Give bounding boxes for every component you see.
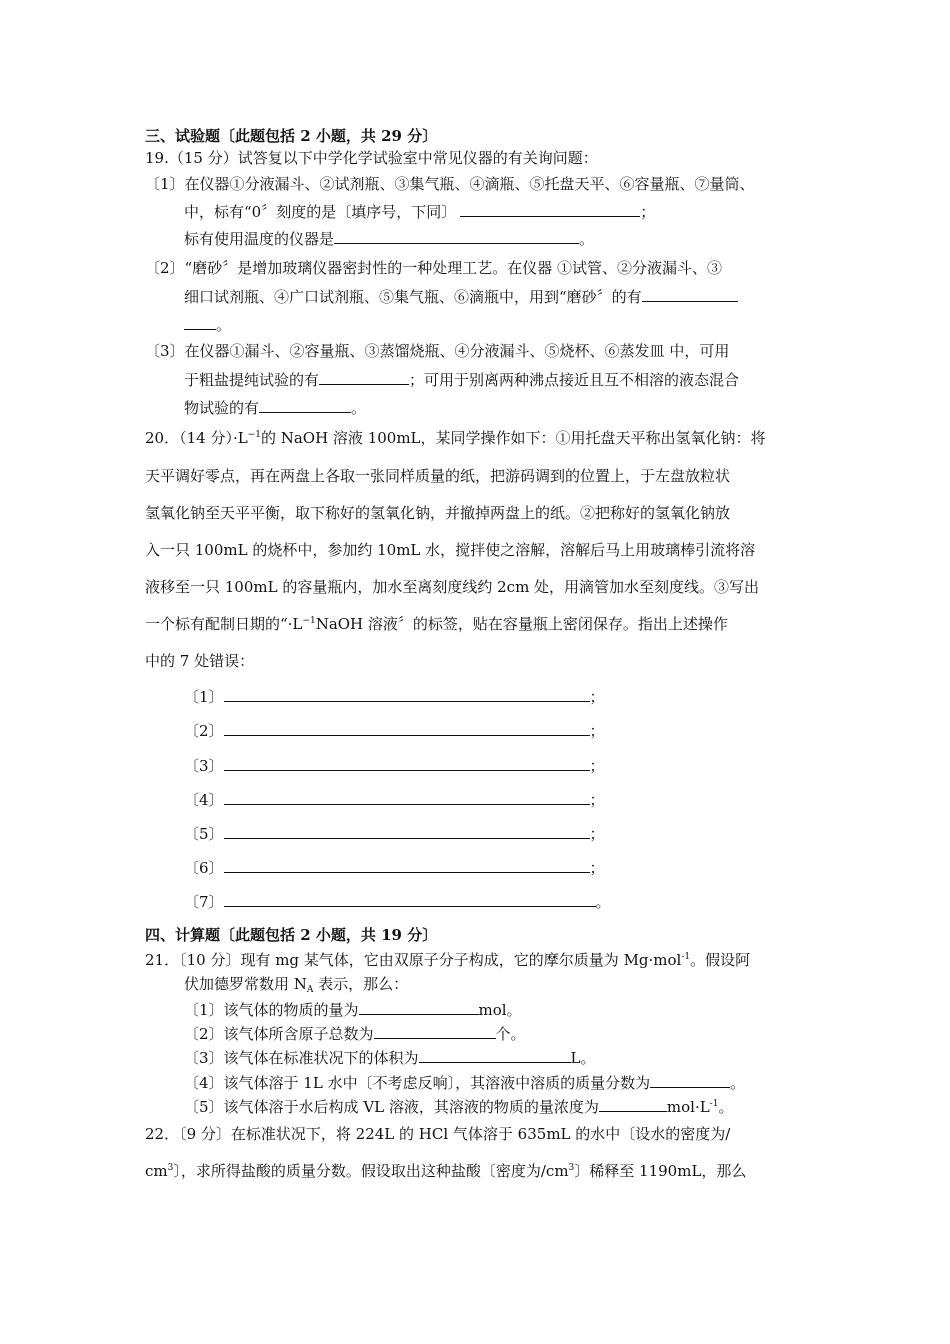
answer-blank[interactable] xyxy=(359,999,479,1015)
q20-text: 一个标有配制日期的“·L xyxy=(145,615,303,633)
q22-text: 〕稀释至 1190mL，那么 xyxy=(574,1162,747,1180)
q20-line7: 中的 7 处错误： xyxy=(145,652,255,670)
answer-blank[interactable] xyxy=(460,201,640,217)
q19-p3-text2: ；可用于别离两种沸点接近且互不相溶的液态混合 xyxy=(409,371,740,389)
punctuation: ； xyxy=(589,688,605,706)
answer-blank[interactable] xyxy=(419,1047,571,1063)
q19-p2-line3 xyxy=(184,314,231,335)
superscript: -1 xyxy=(709,1099,719,1109)
error-item xyxy=(184,823,605,844)
answer-blank[interactable] xyxy=(374,1023,496,1039)
error-item xyxy=(184,686,605,707)
q21-text: 〔2〕该气体所含原子总数为 xyxy=(184,1025,374,1043)
punctuation: ； xyxy=(589,791,605,809)
q22-text: 〕，求所得盐酸的质量分数。假设取出这种盐酸〔密度为/cm xyxy=(173,1162,569,1180)
q22-line2 xyxy=(145,1161,746,1181)
answer-blank[interactable] xyxy=(224,686,590,702)
q19-p3-text: 于粗盐提纯试验的有 xyxy=(184,371,320,389)
error-item xyxy=(184,857,605,878)
q21-text: 伏加德罗常数用 N xyxy=(184,975,307,993)
superscript: −1 xyxy=(302,616,316,626)
punctuation: 。 xyxy=(216,316,232,334)
error-label: 〔1〕 xyxy=(184,688,224,706)
q19-p1-line2 xyxy=(184,201,655,222)
answer-blank[interactable] xyxy=(224,755,590,771)
q21-line1 xyxy=(145,950,750,970)
q21-sub4 xyxy=(184,1072,745,1093)
unit: mol·L xyxy=(666,1098,710,1116)
error-label: 〔5〕 xyxy=(184,825,224,843)
answer-blank[interactable] xyxy=(224,823,590,839)
q20-text: 20．（14 分）·L xyxy=(145,429,248,447)
subscript: A xyxy=(306,985,314,995)
q22-text: cm xyxy=(145,1162,168,1180)
answer-blank[interactable] xyxy=(224,857,590,873)
punctuation: ； xyxy=(589,825,605,843)
unit: L。 xyxy=(570,1049,596,1067)
q19-p3-line2 xyxy=(184,369,739,390)
answer-blank[interactable] xyxy=(224,789,590,805)
q19-p2-line2 xyxy=(184,286,738,307)
superscript: -1 xyxy=(681,952,691,962)
error-item xyxy=(184,789,605,810)
error-label: 〔2〕 xyxy=(184,722,224,740)
error-item xyxy=(184,755,605,776)
answer-blank[interactable] xyxy=(642,286,738,302)
q19-p3-line3 xyxy=(184,397,366,418)
q21-sub1 xyxy=(184,999,522,1020)
answer-blank[interactable] xyxy=(650,1072,730,1088)
q20-text: NaOH 溶液〞的标签，贴在容量瓶上密闭保存。指出上述操作 xyxy=(315,615,728,633)
superscript: 3 xyxy=(568,1163,575,1173)
unit: 个。 xyxy=(495,1025,526,1043)
superscript: −1 xyxy=(247,430,261,440)
q19-p1-line1: 〔1〕在仪器①分液漏斗、②试剂瓶、③集气瓶、④滴瓶、⑤托盘天平、⑥容量瓶、⑦量筒、 xyxy=(145,175,755,193)
q21-text: 。假设阿 xyxy=(690,951,751,969)
punctuation: 。 xyxy=(579,230,595,248)
answer-blank[interactable] xyxy=(599,1096,667,1112)
error-label: 〔4〕 xyxy=(184,791,224,809)
q21-text: 21．〔10 分〕现有 mg 某气体，它由双原子分子构成，它的摩尔质量为 Mg·mol xyxy=(145,951,682,969)
superscript: 3 xyxy=(167,1163,174,1173)
q19-p3-line1: 〔3〕在仪器①漏斗、②容量瓶、③蒸馏烧瓶、④分液漏斗、⑤烧杯、⑥蒸发皿 中，可用 xyxy=(145,342,730,360)
error-item xyxy=(184,720,605,741)
q21-sub5 xyxy=(184,1096,733,1117)
answer-blank[interactable] xyxy=(259,397,351,413)
q20-line6 xyxy=(145,614,728,634)
error-label: 〔3〕 xyxy=(184,757,224,775)
punctuation: 。 xyxy=(595,893,611,911)
punctuation: 。 xyxy=(718,1098,734,1116)
punctuation: ； xyxy=(640,203,656,221)
answer-blank[interactable] xyxy=(184,314,216,330)
q19-p2-text: 细口试剂瓶、④广口试剂瓶、⑤集气瓶、⑥滴瓶中，用到“磨砂〞的有 xyxy=(184,288,642,306)
punctuation: ； xyxy=(589,722,605,740)
q20-line4: 入一只 100mL 的烧杯中，参加约 10mL 水，搅拌使之溶解，溶解后马上用玻璃棒引流将溶 xyxy=(145,541,756,559)
q20-line1 xyxy=(145,428,766,448)
q19-p1-text: 中，标有“0〞刻度的是〔填序号，下同〕 xyxy=(184,203,457,221)
q21-text: 表示，那么： xyxy=(313,975,409,993)
q20-text: 的 NaOH 溶液 100mL，某同学操作如下：①用托盘天平称出氢氧化钠：将 xyxy=(260,429,766,447)
q21-text: 〔3〕该气体在标准状况下的体积为 xyxy=(184,1049,419,1067)
q19-intro: 19.（15 分）试答复以下中学化学试验室中常见仪器的有关询问题： xyxy=(145,149,598,167)
answer-blank[interactable] xyxy=(319,369,409,385)
q20-line2: 天平调好零点，再在两盘上各取一张同样质量的纸，把游码调到的位置上，于左盘放粒状 xyxy=(145,467,731,485)
punctuation: ； xyxy=(589,859,605,877)
error-label: 〔6〕 xyxy=(184,859,224,877)
q21-text: 〔4〕该气体溶于 1L 水中〔不考虑反响〕，其溶液中溶质的质量分数为 xyxy=(184,1074,651,1092)
error-label: 〔7〕 xyxy=(184,893,224,911)
q22-line1: 22．〔9 分〕在标准状况下，将 224L 的 HCl 气体溶于 635mL 的水中〔设水的密度为/ xyxy=(145,1125,731,1143)
q19-p1-text2: 标有使用温度的仪器是 xyxy=(184,230,335,248)
q19-p2-line1: 〔2〕“磨砂〞是增加玻璃仪器密封性的一种处理工艺。在仪器 ①试管、②分液漏斗、③ xyxy=(145,259,722,277)
q21-line2 xyxy=(184,974,408,994)
answer-blank[interactable] xyxy=(334,228,579,244)
q21-text: 〔5〕该气体溶于水后构成 VL 溶液，其溶液的物质的量浓度为 xyxy=(184,1098,599,1116)
q19-p3-text3: 物试验的有 xyxy=(184,399,260,417)
answer-blank[interactable] xyxy=(224,891,596,907)
q20-line5: 液移至一只 100mL 的容量瓶内，加水至离刻度线约 2cm 处，用滴管加水至刻度线。③写出 xyxy=(145,578,760,596)
punctuation: 。 xyxy=(730,1074,746,1092)
punctuation: ； xyxy=(589,757,605,775)
q20-line3: 氢氧化钠至天平平衡，取下称好的氢氧化钠，并撤掉两盘上的纸。②把称好的氢氧化钠放 xyxy=(145,504,731,522)
unit: mol。 xyxy=(478,1001,522,1019)
q19-p1-line3 xyxy=(184,228,594,249)
punctuation: 。 xyxy=(351,399,367,417)
error-item xyxy=(184,891,611,912)
q21-sub3 xyxy=(184,1047,596,1068)
answer-blank[interactable] xyxy=(224,720,590,736)
q21-sub2 xyxy=(184,1023,526,1044)
q21-text: 〔1〕该气体的物质的量为 xyxy=(184,1001,359,1019)
section4-title: 四、计算题〔此题包括 2 小题，共 19 分〕 xyxy=(145,926,438,944)
section3-title: 三、试验题〔此题包括 2 小题，共 29 分〕 xyxy=(145,127,438,145)
